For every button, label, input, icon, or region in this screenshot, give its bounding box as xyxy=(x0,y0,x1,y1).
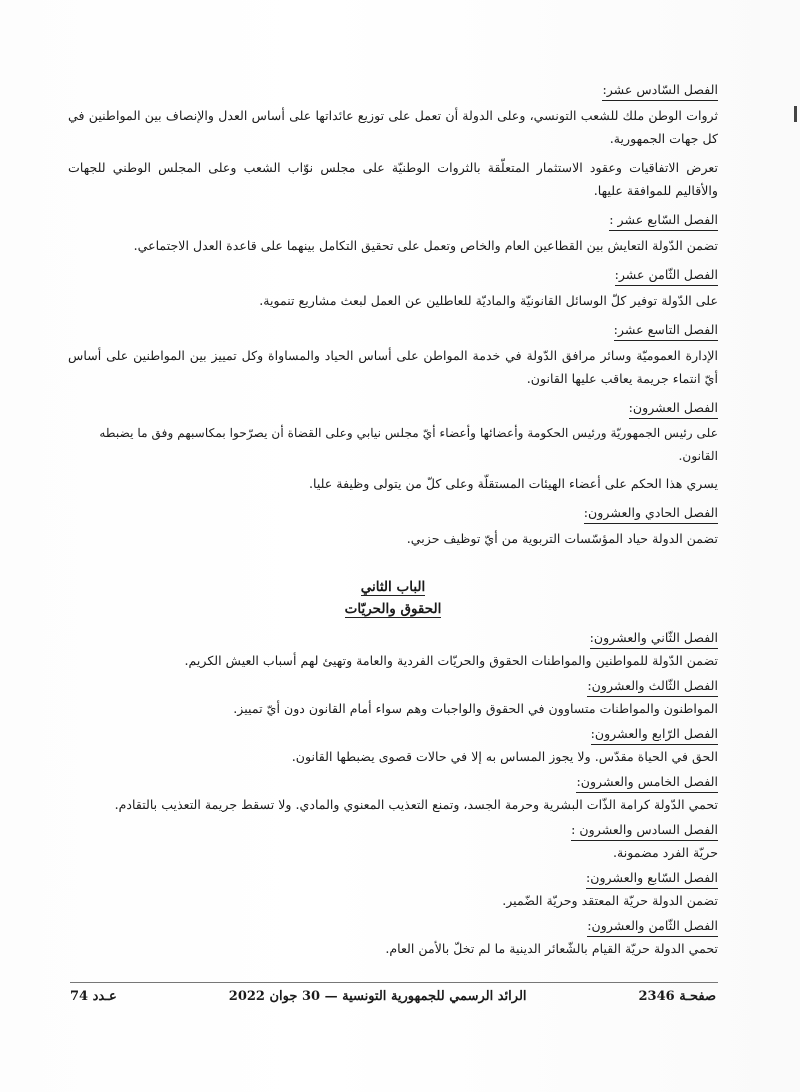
edge-mark xyxy=(794,106,797,122)
article-24 xyxy=(68,722,718,768)
document-body xyxy=(68,78,718,960)
article-23 xyxy=(68,674,718,720)
article-paragraph: تعرض الاتفاقيات وعقود الاستثمار المتعلّقة بالثروات الوطنيّة على مجلس نوّاب الشعب وعلى المجلس الوطني للجهات والأقاليم للموافقة عليها. xyxy=(68,160,718,198)
article-22 xyxy=(68,626,718,672)
page-footer xyxy=(70,989,716,1004)
article-heading: الفصل الثّامن عشر: xyxy=(615,266,718,286)
article-16 xyxy=(68,78,718,202)
article-paragraph: تضمن الدولة حياد المؤسّسات التربوية من أيّ توظيف حزبي. xyxy=(406,531,718,546)
journal-title: الرائد الرسمي للجمهورية التونسية — 30 جوان 2022 xyxy=(228,989,527,1004)
article-paragraph: يسري هذا الحكم على أعضاء الهيئات المستقلّة وعلى كلّ من يتولى وظيفة عليا. xyxy=(308,476,718,491)
article-heading: الفصل السادس والعشرون : xyxy=(571,821,718,841)
article-paragraph: تحمي الدولة حريّة القيام بالشّعائر الدينية ما لم تخلّ بالأمن العام. xyxy=(385,941,718,956)
article-paragraph: على رئيس الجمهوريّة ورئيس الحكومة وأعضائها وأعضاء أيّ مجلس نيابي وعلى القضاة أن يصرّحوا بمكاسبهم وفق ما يضبطه القانون. xyxy=(99,426,718,463)
chapter-heading xyxy=(68,576,718,620)
article-heading: الفصل السّادس عشر: xyxy=(602,81,718,101)
article-heading: الفصل الثّاني والعشرون: xyxy=(590,629,718,649)
article-heading: الفصل الثّالث والعشرون: xyxy=(587,677,718,697)
article-paragraph: حريّة الفرد مضمونة. xyxy=(613,845,718,860)
article-heading: الفصل العشرون: xyxy=(629,399,718,419)
article-paragraph: الحق في الحياة مقدّس. ولا يجوز المساس به إلا في حالات قصوى يضبطها القانون. xyxy=(291,749,718,764)
article-paragraph: على الدّولة توفير كلّ الوسائل القانونيّة والماديّة للعاطلين عن العمل لبعث مشاريع تنموية. xyxy=(259,293,718,308)
article-17 xyxy=(68,208,718,257)
article-paragraph: تضمن الدّولة للمواطنين والمواطنات الحقوق والحريّات الفردية والعامة وتهيئ لهم أسباب العيش الكريم. xyxy=(184,653,718,668)
article-heading: الفصل الثّامن والعشرون: xyxy=(587,917,718,937)
article-26 xyxy=(68,818,718,864)
article-27 xyxy=(68,866,718,912)
article-19 xyxy=(68,318,718,390)
article-28 xyxy=(68,914,718,960)
article-paragraph: تحمي الدّولة كرامة الذّات البشرية وحرمة الجسد، وتمنع التعذيب المعنوي والمادي. ولا تسقط جريمة التعذيب بالتقادم. xyxy=(114,797,718,812)
article-18 xyxy=(68,263,718,312)
article-heading: الفصل الخامس والعشرون: xyxy=(576,773,718,793)
article-paragraph: تضمن الدولة حريّة المعتقد وحريّة الضّمير. xyxy=(502,893,718,908)
article-paragraph: المواطنون والمواطنات متساوون في الحقوق والواجبات وهم سواء أمام القانون دون أيّ تمييز. xyxy=(233,701,718,716)
article-paragraph: ثروات الوطن ملك للشعب التونسي، وعلى الدولة أن تعمل على توزيع عائداتها على أساس العدل والإنصاف بين المواطنين في كل جهات الجمهورية. xyxy=(68,108,718,146)
article-heading: الفصل الحادي والعشرون: xyxy=(584,504,718,524)
issue-number: عـدد 74 xyxy=(70,989,117,1004)
chapter-title: الباب الثاني xyxy=(360,579,426,595)
article-heading: الفصل السّابع والعشرون: xyxy=(586,869,718,889)
chapter-subtitle: الحقوق والحريّات xyxy=(344,601,442,617)
article-heading: الفصل التاسع عشر: xyxy=(614,321,718,341)
article-21 xyxy=(68,501,718,550)
article-paragraph: الإدارة العموميّة وسائر مرافق الدّولة في خدمة المواطن على أساس الحياد والمساواة وكل تمييز بين المواطنين على أساس أيّ انتماء جريمة يعاقب عليها القانون. xyxy=(68,348,718,386)
article-paragraph: تضمن الدّولة التعايش بين القطاعين العام والخاص وتعمل على تحقيق التكامل بينهما على قاعدة العدل الاجتماعي. xyxy=(133,238,718,253)
footer-divider xyxy=(70,982,718,983)
article-heading: الفصل الرّابع والعشرون: xyxy=(591,725,718,745)
article-25 xyxy=(68,770,718,816)
page-number: صفحـة 2346 xyxy=(638,989,716,1004)
article-heading: الفصل السّابع عشر : xyxy=(609,211,718,231)
article-20 xyxy=(68,396,718,495)
